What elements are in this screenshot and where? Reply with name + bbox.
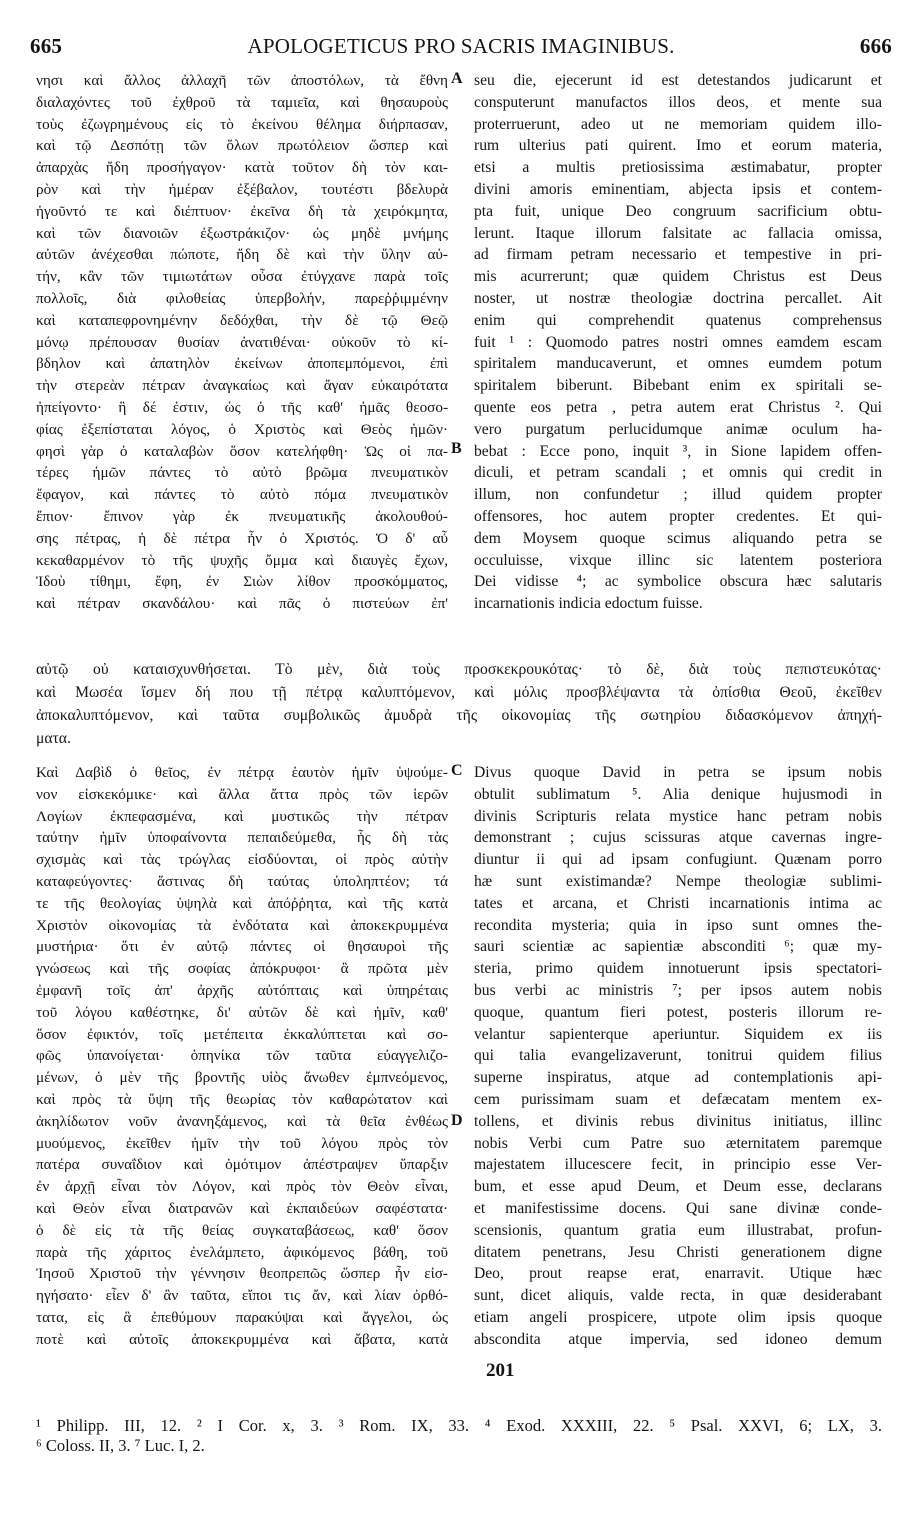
greek-text-line: αὐτῶν ἀνέχεσθαι πώποτε, ἤδη δὲ καὶ τὴν ὕλην αὐ- (36, 246, 448, 264)
latin-text-line: qui talia evangelizaverunt, tonitrui quidem filius (474, 1047, 882, 1065)
latin-text-line: dem Moysem quoque scimus aliquando petra se (474, 529, 882, 547)
greek-text-line: ἐν ἀρχῇ εἶναι τὸν Λόγον, καὶ πρὸς τὸν Θεὸν εἶναι, (36, 1178, 448, 1196)
page-number-right: 666 (859, 34, 892, 58)
latin-text-line: divinis Scripturis relata mystice hanc petram nobis (474, 807, 882, 825)
latin-text-line: quente eos petra , petra autem erat Christus ². Qui (474, 398, 882, 416)
latin-text-line: cem purissimam suam et defæcatam mentem ex- (474, 1090, 882, 1108)
greek-text-line: μόνῳ πρέπουσαν θυσίαν ἀνατιθέναι· οὐκοῦν τὸ κί- (36, 333, 448, 351)
greek-text-line: ἐμφανῆ τοῖς ἀπ' ἀρχῆς αὐτόπταις καὶ ὑπηρέταις (36, 981, 448, 999)
greek-text-line: ἀκηλίδωτον νοῦν ἀνανηξάμενος, καὶ τὰ θεῖα ἐνθέως (36, 1112, 448, 1130)
greek-column-section-1 (36, 70, 448, 620)
greek-text-line: παρὰ τῆς χάριτος ἐνελάμπετο, ἀφικόμενος βάθη, τοῦ (36, 1243, 448, 1261)
greek-text-line: νησι καὶ ἄλλος ἀλλαχῆ τῶν ἀποστόλων, τὰ ἔθνη (36, 72, 448, 89)
latin-text-line: majestatem illucescere fecit, in principio esse Ver- (474, 1156, 882, 1174)
greek-text-line: Ἰησοῦ Χριστοῦ τὴν γέννησιν θεοπρεπῶς ὥσπερ ἦν εἰσ- (36, 1265, 448, 1283)
latin-text-line: ditatem penetrans, Jesu Christi generationem digne (474, 1243, 882, 1261)
greek-text-line: φῶς ὑπανοίγεται· ὁπηνίκα τῶν ταῦτα εὐαγγελιζο- (36, 1047, 448, 1065)
greek-text-line: τοῦ λόγου καθέστηκε, δι' αὐτῶν δὲ καὶ ἡμῖν, καθ' (36, 1003, 448, 1021)
latin-text-line: etsi a multis pretiosissima æstimabatur, propter (474, 159, 882, 177)
greek-text-line: καὶ Μωσέα ἴσμεν δή που τῇ πέτρᾳ καλυπτόμενον, καὶ μόλις προσβλέψαντα τὰ ὀπίσθια Θεοῦ, ἐκεῖθεν (36, 684, 882, 701)
greek-text-line: γνώσεως καὶ τῆς σοφίας ἀπόκρυφοι· ἃ πρῶτα μὲν (36, 960, 448, 978)
latin-text-line: pta fuit, unique Deo congruum sacrificium obtu- (474, 202, 882, 220)
latin-text-line: spiritalem manducaverunt, et omnes eumdem potum (474, 355, 882, 373)
greek-column-section-2 (36, 762, 448, 1372)
latin-text-line: ad firmam petram necessario et tempestive in pri- (474, 246, 882, 264)
footnote-line: ¹ Philipp. III, 12. ² I Cor. x, 3. ³ Rom. IX, 33. ⁴ Exod. XXXIII, 22. ⁵ Psal. XXVI, 6; LX, 3. (36, 1416, 882, 1435)
latin-text-line: velantur sapienterque aperiuntur. Siquidem ex iis (474, 1025, 882, 1043)
greek-text-line: τατα, εἰς ἃ ἐπεθύμουν παρακύψαι καὶ ἄγγελοι, ὡς (36, 1308, 448, 1326)
greek-text-line: φίας ἐξεπίσταται λόγος, ὁ Χριστὸς καὶ Θεὸς ἡμῶν· (36, 420, 448, 438)
greek-text-line: ἠπείγοντο· ἣ δέ ἐστιν, ὡς ὁ τῆς καθ' ἡμᾶς θεοσο- (36, 398, 448, 416)
greek-text-line: ηγήσατο· εἶεν δ' ἂν ταῦτα, εἴποι τις ἄν, καὶ λίαν ὀρθό- (36, 1287, 448, 1305)
latin-text-line: tates et arcana, et Christi incarnationis intima ac (474, 894, 882, 912)
latin-text-line: offensores, hoc autem propter credentes. Et qui- (474, 507, 882, 525)
margin-marker-d: D (451, 1112, 463, 1129)
latin-text-line: nobis Verbi cum Patre suo æternitatem paremque (474, 1134, 882, 1152)
greek-text-line: ὁ δὲ εἰς τὰ τῆς θείας συγκαταβάσεως, καθ' ὅσον (36, 1221, 448, 1239)
latin-text-line: bus verbi ac ministris ⁷; per ipsos autem nobis (474, 981, 882, 999)
latin-text-line: fuit ¹ : Quomodo patres nostri omnes eamdem escam (474, 333, 882, 351)
greek-text-line: ἀπαρχὰς ἤδη προσήγαγον· κατὰ τοῦτον δὴ τὸν και- (36, 159, 448, 177)
latin-text-line: occuluisse, vixque illinc sic latentem posteriora (474, 551, 882, 569)
latin-text-line: bum, et esse apud Deum, et Deum esse, declarans (474, 1178, 882, 1196)
margin-column-number: 201 (486, 1360, 515, 1381)
latin-text-line: etiam angeli prospicere, utpote olim ipsis quoque (474, 1308, 882, 1326)
latin-text-line: spiritalem biberunt. Bibebant enim ex spiritali se- (474, 377, 882, 395)
latin-text-line: sunt, dicet aliquis, valde recta, in quæ desiderabant (474, 1287, 882, 1305)
greek-text-line: καὶ Θεὸν εἶναι διατρανῶν καὶ ἐκπαιδεύων σαφέστατα· (36, 1199, 448, 1217)
latin-text-line: lerunt. Itaque illorum falsitate ac fallacia omissa, (474, 224, 882, 242)
latin-text-line: diuntur ii qui ad ipsam confugiunt. Quænam porro (474, 851, 882, 869)
greek-text-line: τε τῆς θεολογίας ὑψηλὰ καὶ ἀπόῤῥητα, καὶ τῆς κατὰ (36, 894, 448, 912)
greek-text-line: Λογίων ἐκπεφασμένα, καὶ μυστικῶς τὴν πέτραν (36, 807, 448, 825)
latin-text-line: Divus quoque David in petra se ipsum nobis (474, 764, 882, 781)
latin-text-line: consputerunt manufactos illos deos, et mente sua (474, 93, 882, 111)
margin-marker-c: C (451, 762, 463, 779)
greek-text-line: τέρες ἡμῶν πάντες τὸ αὐτὸ βρῶμα πνευματικὸν (36, 464, 448, 482)
greek-text-line: ἡγοῦντό τε καὶ διέπτυον· ἐκεῖνα δὴ τὰ χειρόκμητα, (36, 202, 448, 220)
greek-text-line: διαλαχόντες τοῦ ἐχθροῦ τὰ ταμιεῖα, καὶ θησαυροὺς (36, 93, 448, 111)
greek-text-line: μυστήρια· ὅτι ἐν αὐτῷ πάντες οἱ θησαυροὶ τῆς (36, 938, 448, 956)
margin-marker-a: A (451, 70, 463, 87)
latin-text-line: illum, non confundetur ; illud quidem propter (474, 486, 882, 504)
greek-text-line: ποτὲ καὶ αὐτοῖς ἀποκεκρυμμένα καὶ ἄβατα, κατὰ (36, 1330, 448, 1348)
greek-text-line: κεκαθαρμένον τὸ τῆς ψυχῆς ὄμμα καὶ διαυγὲς ἔχων, (36, 551, 448, 569)
latin-text-line: bebat : Ecce pono, inquit ³, in Sione lapidem offen- (474, 442, 882, 460)
latin-text-line: incarnationis indicia edoctum fuisse. (474, 595, 703, 613)
greek-text-line: σης πέτρας, ἡ δὲ πέτρα ἦν ὁ Χριστός. Ὁ δ' αὖ (36, 529, 448, 547)
greek-text-line: καὶ τῶν διανοιῶν ἐξωστράκιζον· ὡς μηδὲ μνήμης (36, 224, 448, 242)
footnotes (36, 1416, 882, 1456)
latin-text-line: et manifestissime docens. Qui sane divinæ conde- (474, 1199, 882, 1217)
latin-text-line: steria, primo quidem innotuerunt ipsis spectatori- (474, 960, 882, 978)
latin-text-line: scensionis, quantum gratia eum illustrabat, profun- (474, 1221, 882, 1239)
footnote-rule (36, 1408, 882, 1409)
greek-text-line: Καὶ Δαβὶδ ὁ θεῖος, ἐν πέτρᾳ ἑαυτὸν ἡμῖν ὑψούμε- (36, 764, 448, 781)
latin-text-line: noster, ut nostræ theologiæ doctrina percallet. Ait (474, 289, 882, 307)
running-title: APOLOGETICUS PRO SACRIS IMAGINIBUS. (247, 34, 675, 58)
greek-text-line: ἀποκαλυπτόμενον, καὶ ταῦτα συμβολικῶς ἀμυδρὰ τῆς οἰκονομίας τῆς σωτηρίου διδασκόμενον ἀπηχή- (36, 707, 882, 724)
latin-text-line: abscondita atque impervia, sed idoneo demum (474, 1330, 882, 1348)
latin-text-line: obtulit sublimatum ⁵. Alia denique hujusmodi in (474, 785, 882, 803)
latin-text-line: hæ sunt existimandæ? Nempe theologiæ sublimi- (474, 872, 882, 890)
latin-text-line: quoque, quantum fieri potest, posteris illorum re- (474, 1003, 882, 1021)
latin-text-line: Deo, prout reapse erat, enarravit. Utique hæc (474, 1265, 882, 1283)
latin-text-line: Dei vidisse ⁴; ac symbolice obscura hæc salutaris (474, 573, 882, 591)
running-header (30, 30, 892, 66)
latin-column-section-1 (474, 70, 882, 620)
full-width-text-section-1 (36, 658, 882, 750)
greek-text-line: μένων, ὁ μὲν τῆς βροντῆς υἱὸς ἄνωθεν ἐμπνεόμενος, (36, 1069, 448, 1087)
latin-text-line: diculi, et petram scandali ; et omnis qui credit in (474, 464, 882, 482)
footnote-line: ⁶ Coloss. II, 3. ⁷ Luc. I, 2. (36, 1436, 205, 1455)
margin-marker-b: B (451, 440, 462, 457)
greek-text-line: ἔπιον· ἔπινον γὰρ ἐκ πνευματικῆς ἀκολουθού- (36, 507, 448, 525)
greek-text-line: βδηλον καὶ ἀπατηλὸν ἐκείνων ἀποπεμπόμενοι, ἐπὶ (36, 355, 448, 373)
latin-text-line: mis acurrerunt; quæ quidem Christus est Deus (474, 268, 882, 286)
greek-text-line: τὴν στερεὰν πέτραν ἀναγκαίως καὶ ἄγαν εὐκαιρότατα (36, 377, 448, 395)
greek-text-line: ταύτην ἡμῖν ὑποφαίνοντα πεπαιδεύμεθα, ἧς δὴ τὰς (36, 829, 448, 847)
greek-text-line: σχισμὰς καὶ τὰς τρώγλας εἰσδύονται, οἱ πρὸς αὐτὴν (36, 851, 448, 869)
greek-text-line: ἔφαγον, καὶ πάντες τὸ αὐτὸ πόμα πνευματικὸν (36, 486, 448, 504)
greek-text-line: καὶ πέτραν σκανδάλου· καὶ πᾶς ὁ πιστεύων ἐπ' (36, 595, 448, 613)
greek-text-line: φησὶ γὰρ ὁ καταλαβὼν ὅσον κατελήφθη· Ὡς οἱ πα- (36, 442, 448, 460)
greek-text-line: καὶ καταπεφρονημένην δεδόχθαι, τὴν δὲ τῷ Θεῷ (36, 311, 448, 329)
greek-text-line: καὶ πρὸς τὰ ὕψη τῆς θεωρίας τὸν καθαρώτατον καὶ (36, 1090, 448, 1108)
latin-column-section-2 (474, 762, 882, 1372)
latin-text-line: recondita mysteria; quia in ipso sunt omnes the- (474, 916, 882, 934)
greek-text-line: καταφεύγοντες· ἅστινας δὴ ταύτας ὑποληπτέον; τά (36, 872, 448, 890)
latin-text-line: superne inspiratus, atque ad contemplationis api- (474, 1069, 882, 1087)
greek-text-line: πατέρα συναΐδιον καὶ ὁμότιμον ἀπέστραψεν ὕπαρξιν (36, 1156, 448, 1174)
latin-text-line: vero purgatum perlucidumque animæ oculum ha- (474, 420, 882, 438)
greek-text-line: τήν, κἂν τῶν τιμιωτάτων οὖσα ἐτύγχανε παρὰ τοῖς (36, 268, 448, 286)
greek-text-line: νον εἰσκεκόμικε· καὶ ἄλλα ἄττα πρὸς τῶν ἱερῶν (36, 785, 448, 803)
greek-text-line: ρὸν καὶ τὴν ἡμέραν ἐξέβαλον, τουτέστι βδελυρὰ (36, 180, 448, 198)
latin-text-line: rum ulterius pati quirent. Imo et eorum materia, (474, 137, 882, 155)
greek-text-line: ματα. (36, 730, 71, 747)
latin-text-line: seu die, ejecerunt id est detestandos judicarunt et (474, 72, 882, 89)
greek-text-line: πολλοῖς, διὰ φιλοθείας ὑπερβολήν, παρεῤῥιμμένην (36, 289, 448, 307)
latin-text-line: proterruerunt, adeo ut ne memoriam quidem illo- (474, 115, 882, 133)
greek-text-line: μυούμενος, ἐκεῖθεν ἡμῖν τὴν τοῦ λόγου πρὸς τὸν (36, 1134, 448, 1152)
greek-text-line: αὐτῷ οὐ καταισχυνθήσεται. Τὸ μὲν, διὰ τοὺς προσκεκρουκότας· τὸ δὲ, διὰ τοὺς πεπιστευκότας· (36, 661, 882, 678)
latin-text-line: divini amoris eminentiam, abjecta ipsis et contem- (474, 180, 882, 198)
latin-text-line: tollens, et divinis rebus divinitus initiatus, illinc (474, 1112, 882, 1130)
greek-text-line: Χριστὸν οἰκονομίας τὰ ἐνδότατα καὶ ἀποκεκρυμμένα (36, 916, 448, 934)
greek-text-line: ὅσον ἐφικτόν, τοῖς μετέπειτα ἐκκαλύπτεται καὶ σο- (36, 1025, 448, 1043)
latin-text-line: sauri scientiæ ac sapientiæ absconditi ⁶; quæ my- (474, 938, 882, 956)
latin-text-line: enim qui comprehendit quatenus comprehensus (474, 311, 882, 329)
page-number-left: 665 (30, 34, 63, 58)
greek-text-line: καὶ τῷ Δεσπότῃ τῶν ὅλων πρωτόλειον ὥσπερ καὶ (36, 137, 448, 155)
greek-text-line: τοὺς ἐζωγρημένους εἰς τὸ ἐκείνου θέλημα διήρπασαν, (36, 115, 448, 133)
greek-text-line: Ἰδοὺ τίθημι, ἔφη, ἐν Σιὼν λίθον προσκόμματος, (36, 573, 448, 591)
latin-text-line: demonstrant ; cujus scissuras atque cavernas ingre- (474, 829, 882, 847)
